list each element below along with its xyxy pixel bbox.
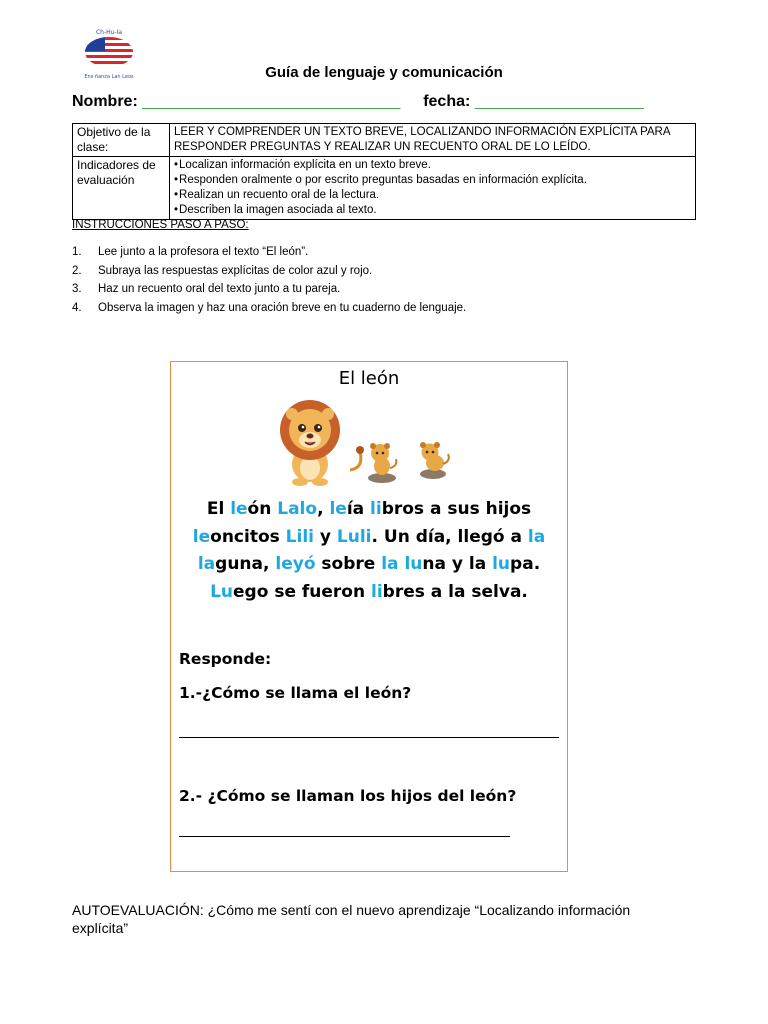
- indicators-list: [174, 158, 691, 218]
- responde-heading: Responde:: [179, 650, 272, 668]
- objectives-table: [72, 123, 696, 220]
- story-fragment: sobre: [315, 554, 382, 574]
- indicator-item: • Responden oralmente o por escrito preguntas basadas en información explícita.: [174, 173, 691, 188]
- story-fragment: oncitos: [210, 526, 286, 547]
- fecha-field[interactable]: ___________________: [474, 93, 644, 110]
- highlighted-syllable: Luli: [336, 526, 372, 547]
- story-text: [176, 496, 562, 606]
- highlighted-syllable: Lu: [210, 581, 234, 602]
- highlighted-syllable: la: [197, 554, 216, 574]
- story-fragment: ía: [346, 499, 371, 519]
- story-fragment: pa.: [510, 554, 541, 574]
- objective-row: [73, 124, 696, 157]
- instruction-step: [72, 265, 466, 284]
- indicators-cell: [170, 157, 696, 220]
- svg-text:Ens ñanza Lan Leos: Ens ñanza Lan Leos: [84, 74, 134, 80]
- story-fragment: na y la: [422, 554, 493, 574]
- instructions-title: INSTRUCCIONES PASO A PASO:: [72, 219, 249, 231]
- step-number: 2.: [72, 264, 82, 277]
- indicator-item: • Localizan información explícita en un texto breve.: [174, 158, 691, 173]
- highlighted-syllable: le: [230, 499, 248, 519]
- highlighted-syllable: la: [527, 526, 546, 547]
- question-2: 2.- ¿Cómo se llaman los hijos del león?: [179, 787, 517, 805]
- instruction-step: [72, 302, 466, 321]
- highlighted-syllable: Lili: [285, 526, 314, 547]
- instruction-step: [72, 246, 466, 265]
- step-text: Observa la imagen y haz una oración breve en tu cuaderno de lenguaje.: [98, 301, 467, 314]
- highlighted-syllable: lu: [492, 554, 511, 574]
- answer-2-line[interactable]: [179, 836, 510, 837]
- story-line: [176, 579, 562, 607]
- highlighted-syllable: li: [371, 581, 383, 602]
- step-number: 1.: [72, 246, 82, 258]
- nombre-label: Nombre:: [72, 93, 138, 110]
- lion-family-illustration: [270, 398, 460, 488]
- story-title: El león: [338, 368, 400, 389]
- story-fragment: guna,: [215, 554, 276, 574]
- story-fragment: bres a la selva.: [382, 581, 528, 602]
- fecha-label: fecha:: [423, 93, 471, 110]
- story-line: [176, 496, 562, 524]
- story-fragment: y: [314, 526, 337, 547]
- story-line: [176, 551, 562, 579]
- svg-text:Ch-Hu-Ia: Ch-Hu-Ia: [95, 29, 123, 36]
- story-fragment: bros a sus hijos: [381, 499, 532, 519]
- highlighted-syllable: le: [192, 526, 211, 547]
- highlighted-syllable: le: [329, 499, 347, 519]
- indicator-item: • Describen la imagen asociada al texto.: [174, 203, 691, 218]
- highlighted-syllable: leyó: [275, 554, 316, 574]
- page-title: Guía de lenguaje y comunicación: [265, 64, 503, 81]
- nombre-field[interactable]: _____________________________: [142, 93, 401, 110]
- step-number: 4.: [72, 301, 82, 314]
- cub-icon: [420, 442, 449, 479]
- step-number: 3.: [72, 283, 82, 295]
- highlighted-syllable: Lalo: [277, 499, 318, 519]
- self-evaluation: AUTOEVALUACIÓN: ¿Cómo me sentí con el nuevo aprendizaje “Localizando información explícita”: [72, 902, 631, 936]
- story-fragment: ego se fueron: [233, 581, 372, 602]
- indicator-item: • Realizan un recuento oral de la lectura.: [174, 188, 691, 203]
- objective-label: Objetivo de la clase:: [73, 124, 170, 157]
- cub-icon: [368, 443, 396, 483]
- story-fragment: El: [206, 499, 231, 519]
- story-fragment: ,: [317, 499, 330, 519]
- question-1: 1.-¿Cómo se llama el león?: [179, 684, 412, 702]
- step-text: Haz un recuento oral del texto junto a tu pareja.: [98, 283, 341, 295]
- indicators-row: [73, 157, 696, 220]
- highlighted-syllable: li: [370, 499, 382, 519]
- instructions-list: [72, 246, 466, 320]
- step-text: Subraya las respuestas explícitas de color azul y rojo.: [98, 264, 373, 277]
- student-info-row: [72, 93, 644, 111]
- story-fragment: . Un día, llegó a: [371, 526, 528, 547]
- indicators-label: Indicadores de evaluación: [73, 157, 170, 220]
- answer-1-line[interactable]: [179, 737, 559, 738]
- instruction-step: [72, 283, 466, 302]
- story-fragment: ón: [247, 499, 278, 519]
- highlighted-syllable: la lu: [381, 554, 423, 574]
- objective-text: LEER Y COMPRENDER UN TEXTO BREVE, LOCALIZANDO INFORMACIÓN EXPLÍCITA PARA RESPONDER PREGUNTAS Y REALIZAR UN RECUENTO ORAL DE LO LEÍDO.: [170, 124, 696, 157]
- lion-icon: [280, 400, 364, 486]
- story-line: [176, 524, 562, 552]
- step-text: Lee junto a la profesora el texto “El león”.: [98, 246, 309, 258]
